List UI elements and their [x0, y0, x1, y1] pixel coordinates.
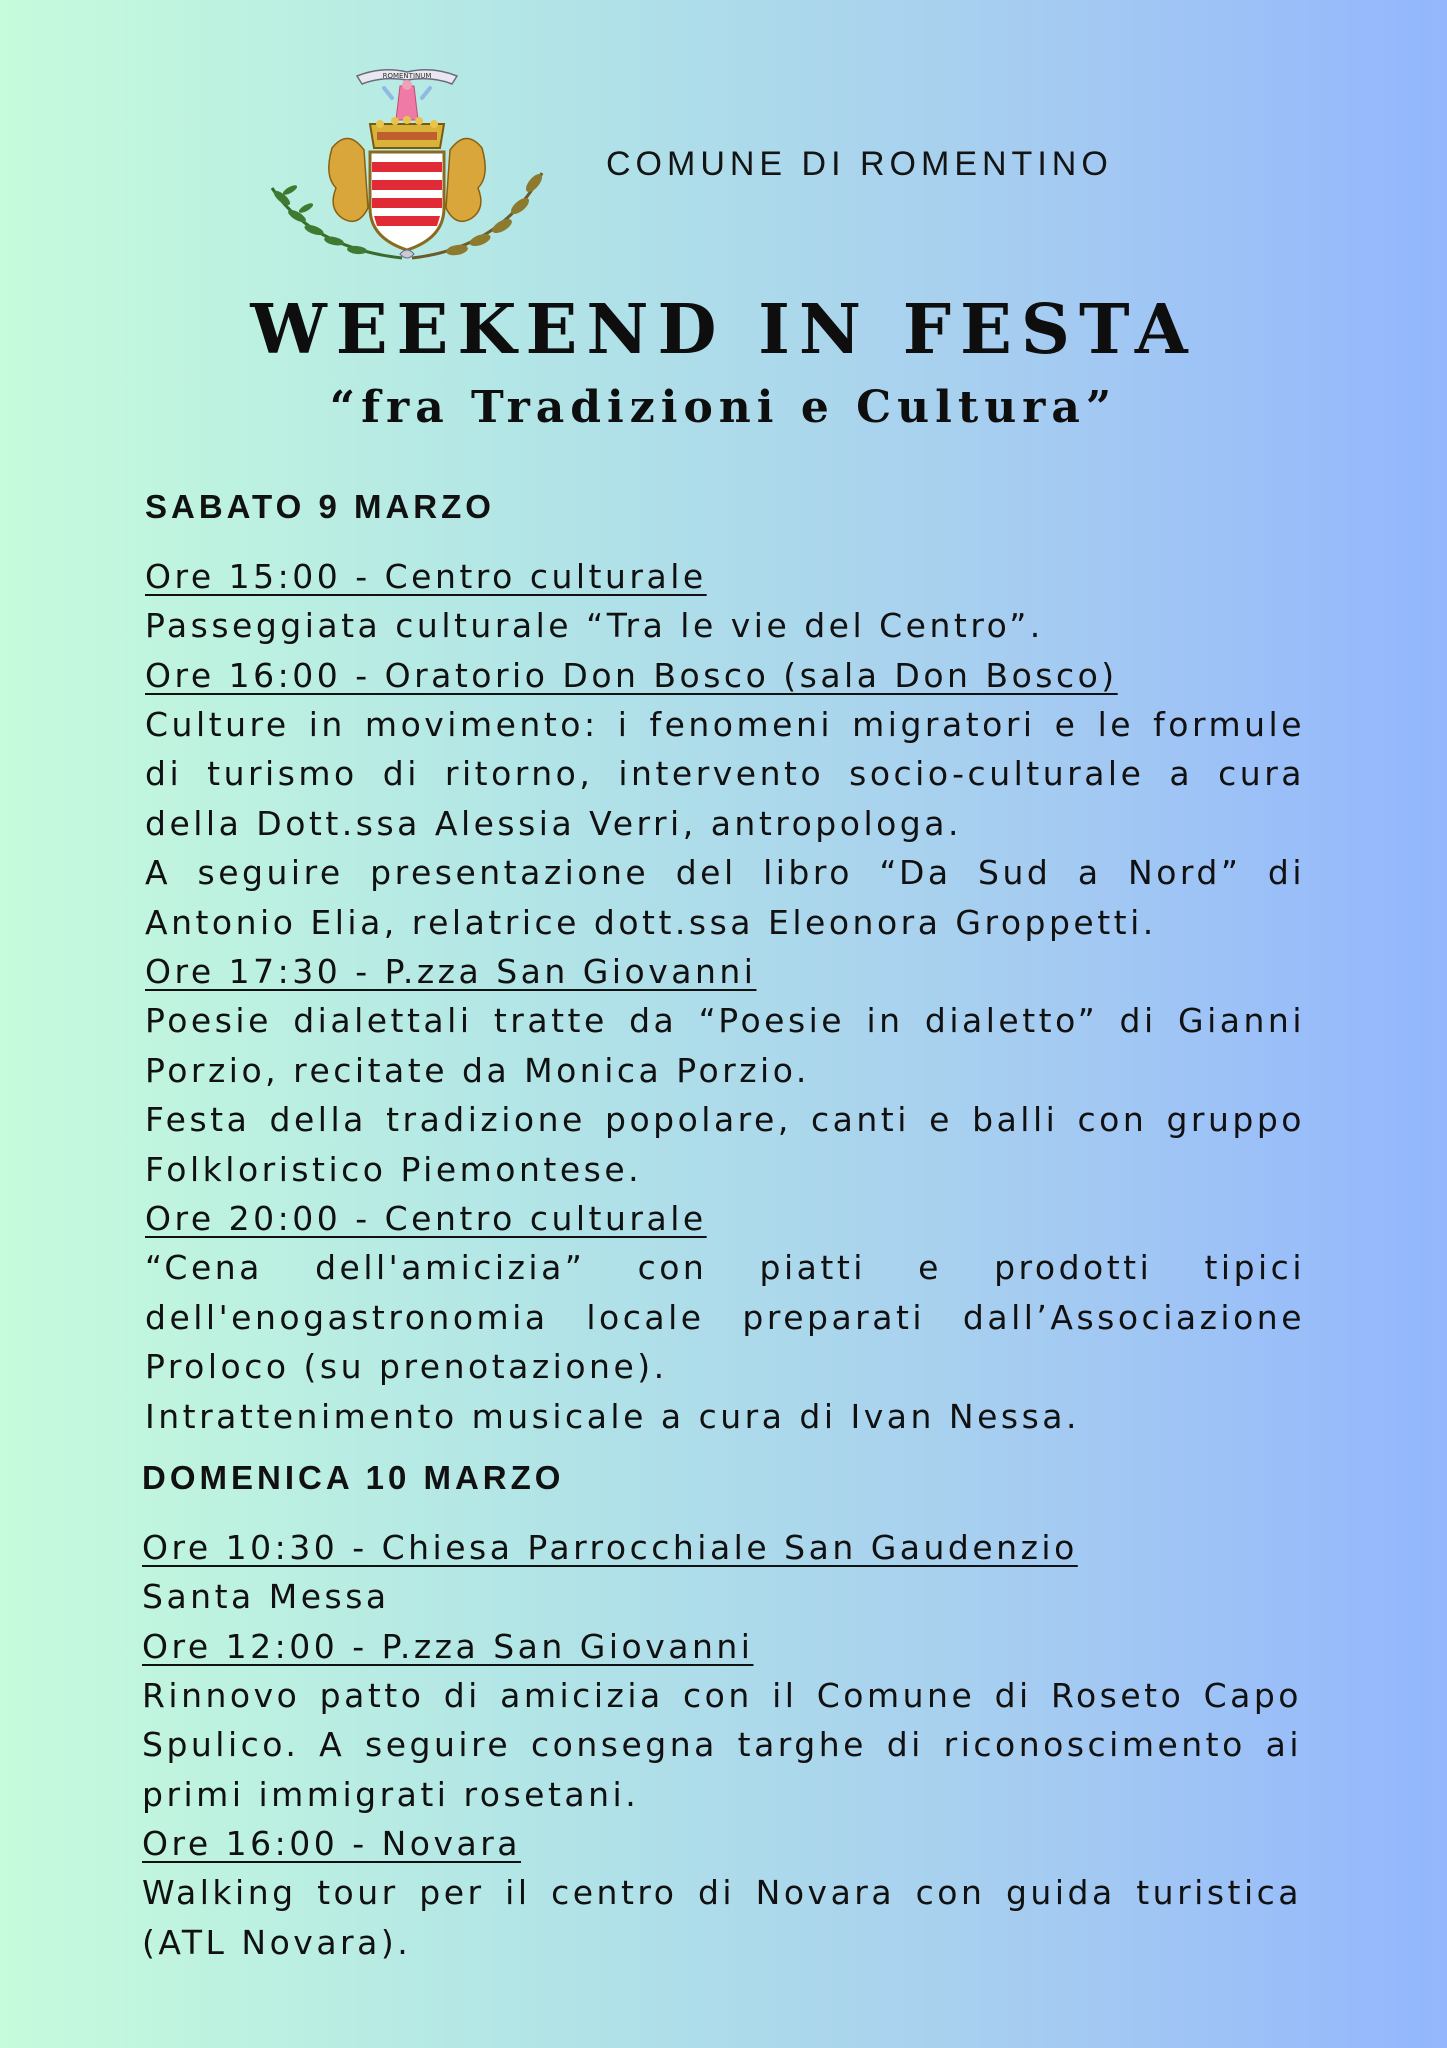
event-heading: Ore 10:30 - Chiesa Parrocchiale San Gaudenzio	[142, 1528, 1078, 1567]
event-description: A seguire presentazione del libro “Da Sud a Nord” di Antonio Elia, relatrice dott.ssa Eleonora Groppetti.	[145, 853, 1305, 942]
event-description: Rinnovo patto di amicizia con il Comune di Roseto Capo Spulico. A seguire consegna targhe di riconoscimento ai primi immigrati rosetani.	[142, 1675, 1302, 1814]
event-description: Poesie dialettali tratte da “Poesie in dialetto” di Gianni Porzio, recitate da Monica Porzio.	[145, 1001, 1305, 1090]
event-subtitle: “fra Tradizioni e Cultura”	[329, 382, 1118, 433]
event-description: Santa Messa	[142, 1577, 390, 1616]
event-description: Culture in movimento: i fenomeni migratori e le formule di turismo di ritorno, intervento socio-culturale a cura della Dott.ssa Alessia Verri, antropologa.	[145, 704, 1305, 843]
day-title: SABATO 9 MARZO	[145, 488, 495, 525]
event-heading: Ore 20:00 - Centro culturale	[145, 1199, 707, 1238]
event-heading: Ore 16:00 - Oratorio Don Bosco (sala Don Bosco)	[145, 655, 1118, 695]
event-description: Walking tour per il centro di Novara con guida turistica (ATL Novara).	[142, 1873, 1302, 1962]
day-title: DOMENICA 10 MARZO	[142, 1459, 565, 1496]
svg-text:ROMENTINUM: ROMENTINUM	[382, 72, 432, 80]
comune-name: COMUNE DI ROMENTINO	[606, 145, 1113, 183]
event-heading: Ore 15:00 - Centro culturale	[145, 557, 707, 596]
day-saturday	[145, 482, 1305, 1441]
event-title: WEEKEND IN FESTA	[250, 290, 1197, 370]
day-sunday	[142, 1453, 1302, 1967]
municipal-crest-icon	[262, 58, 552, 272]
event-description: “Cena dell'amicizia” con piatti e prodotti tipici dell'enogastronomia locale preparati dall’Associazione Proloco (su prenotazione).	[145, 1248, 1305, 1386]
event-heading: Ore 16:00 - Novara	[142, 1824, 522, 1863]
event-heading: Ore 17:30 - P.zza San Giovanni	[145, 952, 757, 991]
event-description: Festa della tradizione popolare, canti e balli con gruppo Folkloristico Piemontese.	[145, 1100, 1305, 1189]
event-description: Intrattenimento musicale a cura di Ivan Nessa.	[145, 1396, 1081, 1436]
event-heading: Ore 12:00 - P.zza San Giovanni	[142, 1626, 754, 1666]
event-description: Passeggiata culturale “Tra le vie del Centro”.	[145, 606, 1044, 645]
